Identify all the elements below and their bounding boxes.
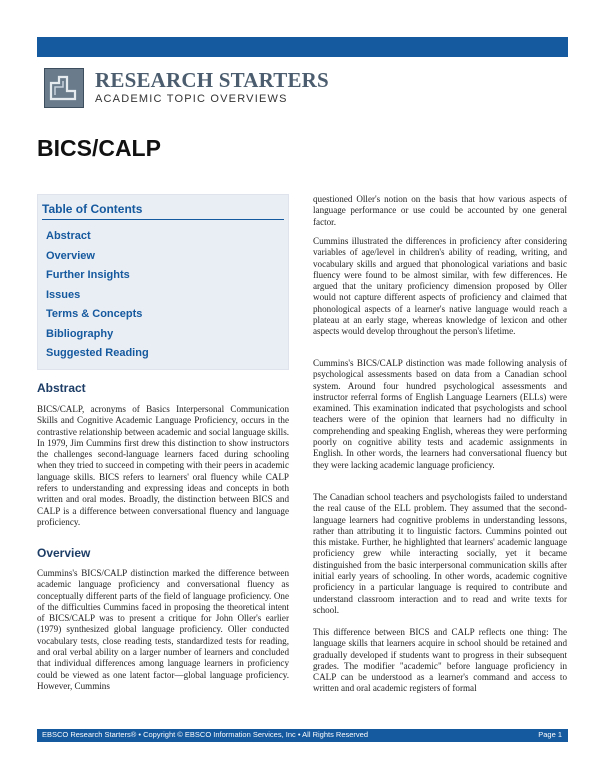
header-bar xyxy=(37,37,568,57)
overview-paragraph: Cummins's BICS/CALP distinction marked the difference between academic language proficiency and conversational fluency as conceptually different parts of the field of language proficiency. One of the difficulties Cummins faced in proposing the theoretical intent of BICS/CALP was to present a critique for John Oller's earlier (1979) synthesized global language proficiency. Oller conducted vocabulary tests, close reading tests, standardized tests for reading, and oral verbal ability on a larger number of learners and concluded that individual differences among language learners in proficiency could be viewed as one latent factor—global language proficiency. However, Cummins xyxy=(37,568,289,691)
toc-link-further-insights[interactable]: Further Insights xyxy=(46,269,130,281)
overview-heading: Overview xyxy=(37,546,91,560)
footer-page-number: Page 1 xyxy=(538,730,562,739)
toc-heading: Table of Contents xyxy=(42,202,143,216)
toc-link-suggested-reading[interactable]: Suggested Reading xyxy=(46,347,149,359)
table-of-contents xyxy=(37,194,289,370)
right-paragraph-2: Cummins illustrated the differences in proficiency after considering variables of age/level in children's ability of reading, writing, and vocabulary skills and argued that phonological variations and basic fluency were found to be almost similar, with few differences. He argued that the unitary proficiency dimension proposed by Oller would not capture different aspects of proficiency and claimed that phonological aspects of a learner's native language would reach a plateau at an early stage, whereas knowledge of lexicon and other aspects would develop throughout the person's lifetime. xyxy=(313,236,567,337)
right-paragraph-4: The Canadian school teachers and psychologists failed to understand the real cause of the ELL problem. They assumed that the second-language learners had cognitive problems in understanding lessons, rather than attributing it to linguistic factors. Cummins pointed out this mistake. Further, he highlighted that learners' academic language proficiency grew while interacting socially, yet it became distinguished from the basic interpersonal communication skills after initial early years of schooling. In other words, academic cognitive proficiency in a particular language is required to contribute and understand classroom interaction and to read and write texts for school. xyxy=(313,492,567,615)
brand-subtitle: ACADEMIC TOPIC OVERVIEWS xyxy=(95,93,288,105)
research-starters-logo-icon xyxy=(44,68,84,108)
toc-divider xyxy=(42,219,284,220)
page-title: BICS/CALP xyxy=(37,135,161,161)
toc-link-overview[interactable]: Overview xyxy=(46,250,95,262)
brand-title: RESEARCH STARTERS xyxy=(95,68,329,92)
right-paragraph-5: This difference between BICS and CALP reflects one thing: The language skills that learners acquire in school should be retained and gradually developed if students want to progress in their subsequent grades. The modifier "academic" before language proficiency in CALP can be understood as a learner's command and access to written and oral academic registers of formal xyxy=(313,627,567,694)
right-paragraph-1: questioned Oller's notion on the basis that how various aspects of language performance or use could be accounted by one general factor. xyxy=(313,194,567,227)
toc-link-abstract[interactable]: Abstract xyxy=(46,230,91,242)
abstract-paragraph: BICS/CALP, acronyms of Basics Interpersonal Communication Skills and Cognitive Academic Language Proficiency, occurs in the contrastive relationship between academic and social language skills. In 1979, Jim Cummins first drew this distinction to show instructors the challenges second-language learners faced during schooling when they tried to succeed in competing with their peers in academic language skills. BICS refers to learners' oral fluency while CALP refers to understanding and expressing ideas and concepts in both written and oral modes. Broadly, the distinction between BICS and CALP is a difference between conversational fluency and language proficiency. xyxy=(37,404,290,527)
right-paragraph-3: Cummins's BICS/CALP distinction was made following analysis of psychological assessments based on data from a Canadian school system. Around four hundred psychological assessments and instructor referral forms of English Language Learners (ELLs) were examined. This examination indicated that psychologists and school teachers were of the opinion that learners had no difficulty in comprehending and speaking English, whereas they were performing poorly on cognitive ability tests and academic assignments in English. In other words, the learners had conversational fluency but they were lacking academic language proficiency. xyxy=(313,358,567,470)
footer-bar xyxy=(37,729,568,742)
footer-copyright: EBSCO Research Starters® • Copyright © EBSCO Information Services, Inc • All Rights Reserved xyxy=(42,730,369,739)
abstract-heading: Abstract xyxy=(37,381,86,395)
brand xyxy=(95,68,329,106)
toc-link-bibliography[interactable]: Bibliography xyxy=(46,328,114,340)
toc-link-terms-concepts[interactable]: Terms & Concepts xyxy=(46,308,143,320)
toc-link-issues[interactable]: Issues xyxy=(46,289,81,301)
